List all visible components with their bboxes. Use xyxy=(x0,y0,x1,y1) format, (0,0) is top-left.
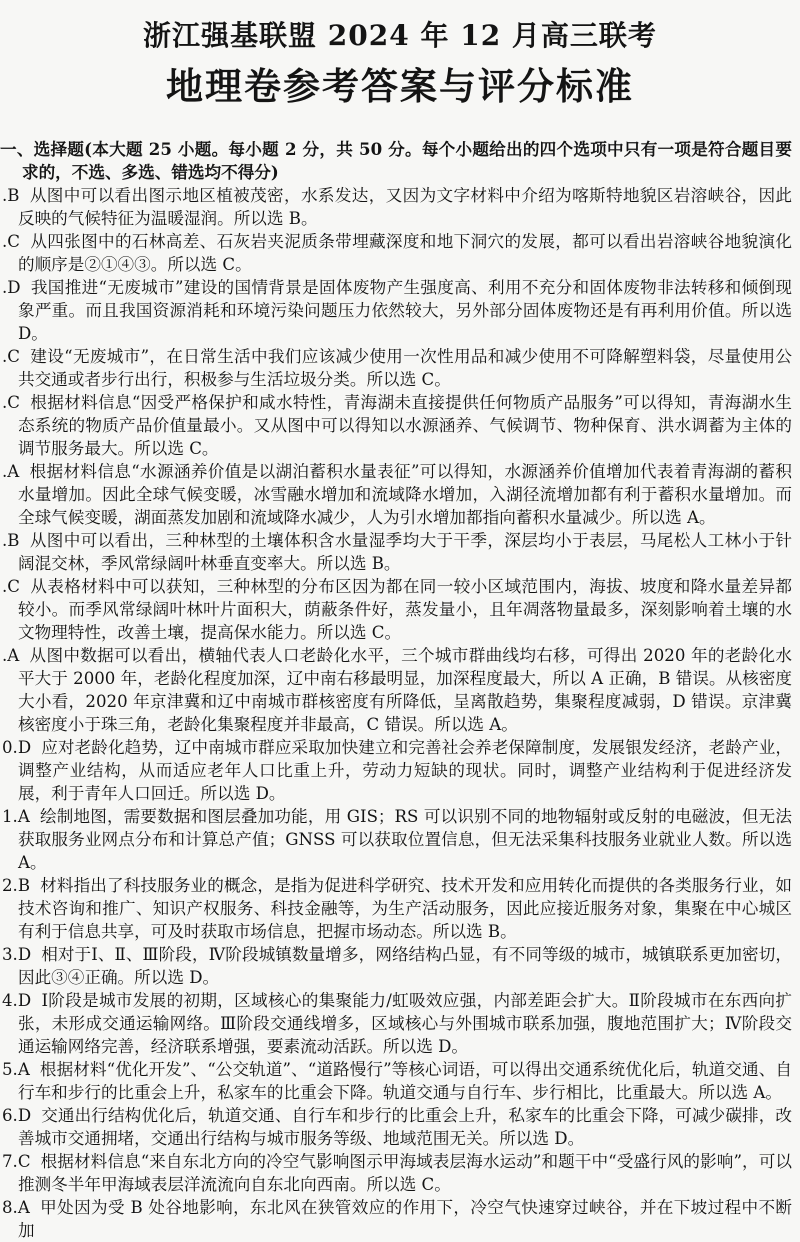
answer-label: .A xyxy=(2,462,20,481)
answer-item xyxy=(0,391,792,460)
answer-label: 2.B xyxy=(2,876,31,895)
answer-explanation: 建设“无废城市”，在日常生活中我们应该减少使用一次性用品和减少使用不可降解塑料袋，尽量使用公共交通或者步行出行，积极参与生活垃圾分类。所以选 C。 xyxy=(18,347,792,389)
answer-explanation: 交通出行结构优化后，轨道交通、自行车和步行的比重会上升，私家车的比重会下降，可减少碳排，改善城市交通拥堵，交通出行结构与城市服务等级、地域范围无关。所以选 D。 xyxy=(18,1106,792,1148)
answer-item xyxy=(0,276,792,345)
answer-item xyxy=(0,345,792,391)
answer-label: 8.A xyxy=(2,1198,30,1217)
answer-explanation: 根据材料信息“因受严格保护和咸水特性，青海湖未直接提供任何物质产品服务”可以得知，青海湖水生态系统的物质产品价值量最小。又从图中可以得知以水源涵养、气候调节、物种保育、洪水调蓄为主体的调节服务最大。所以选 C。 xyxy=(18,393,792,458)
answer-item xyxy=(0,529,792,575)
answer-label: .A xyxy=(2,646,20,665)
answer-list xyxy=(0,184,792,1242)
answer-explanation: 根据材料“优化开发”、“公交轨道”、“道路慢行”等核心词语，可以得出交通系统优化后，轨道交通、自行车和步行的比重会上升，私家车的比重会下降。轨道交通与自行车、步行相比，比重最大。所以选 A。 xyxy=(18,1060,792,1102)
answer-label: 3.D xyxy=(2,945,32,964)
answer-explanation: Ⅰ阶段是城市发展的初期，区域核心的集聚能力/虹吸效应强，内部差距会扩大。Ⅱ阶段城市在东西向扩张，未形成交通运输网络。Ⅲ阶段交通线增多，区域核心与外围城市联系加强，腹地范围扩大；Ⅳ阶段交通运输网络完善，经济联系增强，要素流动活跃。所以选 D。 xyxy=(18,991,792,1056)
answer-item xyxy=(0,1058,792,1104)
answer-content xyxy=(0,138,792,1242)
answer-item xyxy=(0,805,792,874)
answer-label: .D xyxy=(2,278,21,297)
answer-item xyxy=(0,943,792,989)
answer-label: .C xyxy=(2,232,20,251)
answer-explanation: 从图中数据可以看出，横轴代表人口老龄化水平，三个城市群曲线均右移，可得出 2020 年的老龄化水平大于 2000 年，老龄化程度加深，辽中南右移最明显，加深程度最大，所以 A 正确，B 错误。从核密度大小看，2020 年京津冀和辽中南城市群核密度有所降低，呈离散趋势，集聚程度减弱，D 错误。京津冀核密度小于珠三角，老龄化集聚程度并非最高，C 错误。所以选 A。 xyxy=(18,646,792,734)
answer-label: 0.D xyxy=(2,738,32,757)
answer-label: .C xyxy=(2,577,20,596)
answer-explanation: 材料指出了科技服务业的概念，是指为促进科学研究、技术开发和应用转化而提供的各类服务行业，如技术咨询和推广、知识产权服务、科技金融等，为生产活动服务，因此应接近服务对象，集聚在中心城区有利于信息共享，可及时获取市场信息，把握市场动态。所以选 B。 xyxy=(18,876,792,941)
answer-label: 6.D xyxy=(2,1106,32,1125)
answer-item xyxy=(0,575,792,644)
answer-label: 7.C xyxy=(2,1152,31,1171)
answer-explanation: 根据材料信息“水源涵养价值是以湖泊蓄积水量表征”可以得知，水源涵养价值增加代表着青海湖的蓄积水量增加。因此全球气候变暖，冰雪融水增加和流域降水增加，入湖径流增加都有利于蓄积水量增加。而全球气候变暖，湖面蒸发加剧和流域降水减少，人为引水增加都指向蓄积水量减少。所以选 A。 xyxy=(18,462,792,527)
answer-explanation: 相对于Ⅰ、Ⅱ、Ⅲ阶段，Ⅳ阶段城镇数量增多，网络结构凸显，有不同等级的城市，城镇联系更加密切，因此③④正确。所以选 D。 xyxy=(18,945,792,987)
answer-label: .B xyxy=(2,186,20,205)
answer-explanation: 应对老龄化趋势，辽中南城市群应采取加快建立和完善社会养老保障制度，发展银发经济，老龄产业，调整产业结构，从而适应老年人口比重上升，劳动力短缺的现状。同时，调整产业结构利于促进经济发展，利于青年人口回迁。所以选 D。 xyxy=(18,738,792,803)
answer-explanation: 从图中可以看出，三种林型的土壤体积含水量湿季均大于干季，深层均小于表层，马尾松人工林小于针阔混交林，季风常绿阔叶林垂直变率大。所以选 B。 xyxy=(18,531,792,573)
answer-explanation: 根据材料信息“来自东北方向的冷空气影响图示甲海域表层海水运动”和题干中“受盛行风的影响”，可以推测冬半年甲海域表层洋流流向自东北向西南。所以选 C。 xyxy=(18,1152,792,1194)
answer-explanation: 从图中可以看出图示地区植被茂密，水系发达，又因为文字材料中介绍为喀斯特地貌区岩溶峡谷，因此反映的气候特征为温暖湿润。所以选 B。 xyxy=(18,186,792,228)
answer-item xyxy=(0,644,792,736)
answer-item xyxy=(0,1150,792,1196)
answer-explanation: 从表格材料中可以获知，三种林型的分布区因为都在同一较小区域范围内，海拔、坡度和降水量差异都较小。而季风常绿阔叶林叶片面积大，荫蔽条件好，蒸发量小，且年凋落物量最多，深刻影响着土壤的水文物理特性，改善土壤，提高保水能力。所以选 C。 xyxy=(18,577,792,642)
answer-item xyxy=(0,1196,792,1242)
answer-explanation: 从四张图中的石林高差、石灰岩夹泥质条带埋藏深度和地下洞穴的发展，都可以看出岩溶峡谷地貌演化的顺序是②①④③。所以选 C。 xyxy=(18,232,792,274)
answer-item xyxy=(0,989,792,1058)
answer-item xyxy=(0,736,792,805)
answer-label: 1.A xyxy=(2,807,30,826)
answer-label: 4.D xyxy=(2,991,32,1010)
answer-item xyxy=(0,184,792,230)
answer-item xyxy=(0,230,792,276)
answer-item xyxy=(0,460,792,529)
answer-item xyxy=(0,874,792,943)
answer-label: .C xyxy=(2,393,20,412)
answer-item xyxy=(0,1104,792,1150)
answer-label: .B xyxy=(2,531,20,550)
answer-label: .C xyxy=(2,347,20,366)
section-heading: 一、选择题(本大题 25 小题。每小题 2 分，共 50 分。每个小题给出的四个选项中只有一项是符合题目要求的，不选、多选、错选均不得分) xyxy=(0,139,792,182)
answer-label: 5.A xyxy=(2,1060,30,1079)
document-title: 浙江强基联盟 2024 年 12 月高三联考 xyxy=(143,19,657,52)
answer-explanation: 我国推进“无废城市”建设的国情背景是固体废物产生强度高、利用不充分和固体废物非法转移和倾倒现象严重。而且我国资源消耗和环境污染问题压力依然较大，另外部分固体废物还是有再利用价值。所以选 D。 xyxy=(18,278,792,343)
document-subtitle: 地理卷参考答案与评分标准 xyxy=(166,64,634,108)
answer-explanation: 绘制地图，需要数据和图层叠加功能，用 GIS；RS 可以识别不同的地物辐射或反射的电磁波，但无法获取服务业网点分布和计算总产值；GNSS 可以获取位置信息，但无法采集科技服务业就业人数。所以选 A。 xyxy=(18,807,792,872)
answer-explanation: 甲处因为受 B 处谷地影响，东北风在狭管效应的作用下，冷空气快速穿过峡谷，并在下坡过程中不断加 xyxy=(18,1198,792,1240)
